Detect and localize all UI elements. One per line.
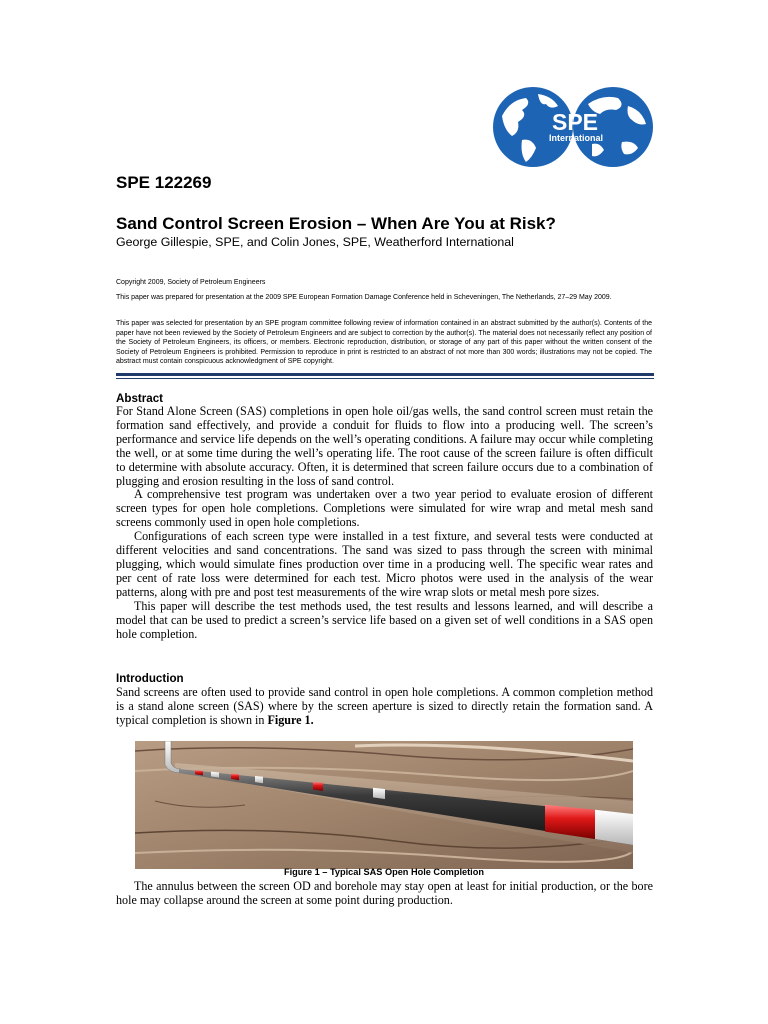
- paper-title: Sand Control Screen Erosion – When Are You at Risk?: [116, 214, 556, 233]
- authors: George Gillespie, SPE, and Colin Jones, SPE, Weatherford International: [116, 235, 514, 249]
- figure-reference: Figure 1.: [267, 712, 314, 727]
- logo-text: SPE: [551, 109, 599, 135]
- spe-international-logo: [492, 86, 654, 168]
- completion-figure: [135, 741, 633, 869]
- abstract-heading: Abstract: [116, 392, 164, 405]
- header-divider: [116, 373, 654, 376]
- introduction-heading: Introduction: [116, 672, 184, 685]
- figure-caption: Figure 1 – Typical SAS Open Hole Completion: [284, 867, 484, 877]
- abstract-paragraph: For Stand Alone Screen (SAS) completions in open hole oil/gas wells, the sand control screen must retain the formation sand effectively, and provide a conduit for fluids to flow into a producing well. The screen’s performance and service life depends on the well’s operating conditions. A failure may occur while completing the well, or at some time during the well’s operating life. The root cause of the screen failure is often difficult to determine with absolute accuracy. Often, it is determined that screen failure occurs due to a combination of plugging and erosion resulting in the loss of sand control.: [116, 404, 653, 488]
- abstract-paragraph: Configurations of each screen type were installed in a test fixture, and several tests were conducted at different velocities and sand concentrations. The sand was sized to pass through the screen with minimal plugging, which would simulate fines production over time in a producing well. The specific wear rates and per cent of rate loss were determined for each test. Micro photos were used in the analysis of the wear patterns, along with pre and post test measurements of the wire wrap slots or metal mesh pore sizes.: [116, 529, 653, 599]
- after-figure-body: [116, 880, 653, 908]
- logo-subtext: International: [548, 133, 604, 143]
- introduction-body: [116, 686, 653, 728]
- selection-note: This paper was selected for presentation by an SPE program committee following review of information contained in an abstract submitted by the author(s). Contents of the paper have not been reviewed by the Society of Petroleum Engineers and are subject to correction by the author(s). The material does not necessarily reflect any position of the Society of Petroleum Engineers, its officers, or members. Electronic reproduction, distribution, or storage of any part of this paper without the written consent of the Society of Petroleum Engineers is prohibited. Permission to reproduce in print is restricted to an abstract of not more than 300 words; illustrations may not be copied. The abstract must contain conspicuous acknowledgment of SPE copyright.: [116, 320, 652, 366]
- copyright-notice: Copyright 2009, Society of Petroleum Engineers: [116, 279, 266, 286]
- preparation-note: This paper was prepared for presentation at the 2009 SPE European Formation Damage Conference held in Scheveningen, The Netherlands, 27–29 May 2009.: [116, 294, 612, 301]
- header-divider-thin: [116, 378, 654, 379]
- introduction-paragraph: [116, 686, 653, 728]
- abstract-paragraph: This paper will describe the test methods used, the test results and lessons learned, and will describe a model that can be used to predict a screen’s service life based on a given set of well conditions in a SAS open hole completion.: [116, 598, 653, 641]
- introduction-text: Sand screens are often used to provide sand control in open hole completions. A common completion method is a stand alone screen (SAS) where by the screen aperture is sized to directly retain the formation sand. A typical completion is shown in: [116, 685, 653, 727]
- abstract-paragraph: A comprehensive test program was undertaken over a two year period to evaluate erosion of different screen types for open hole completions. Completions were simulated for wire wrap and metal mesh sand screens commonly used in open hole completions.: [116, 487, 653, 530]
- after-figure-paragraph: The annulus between the screen OD and borehole may stay open at least for initial production, or the bore hole may collapse around the screen at some point during production.: [116, 879, 653, 907]
- abstract-body: [116, 405, 653, 641]
- paper-number: SPE 122269: [116, 173, 212, 192]
